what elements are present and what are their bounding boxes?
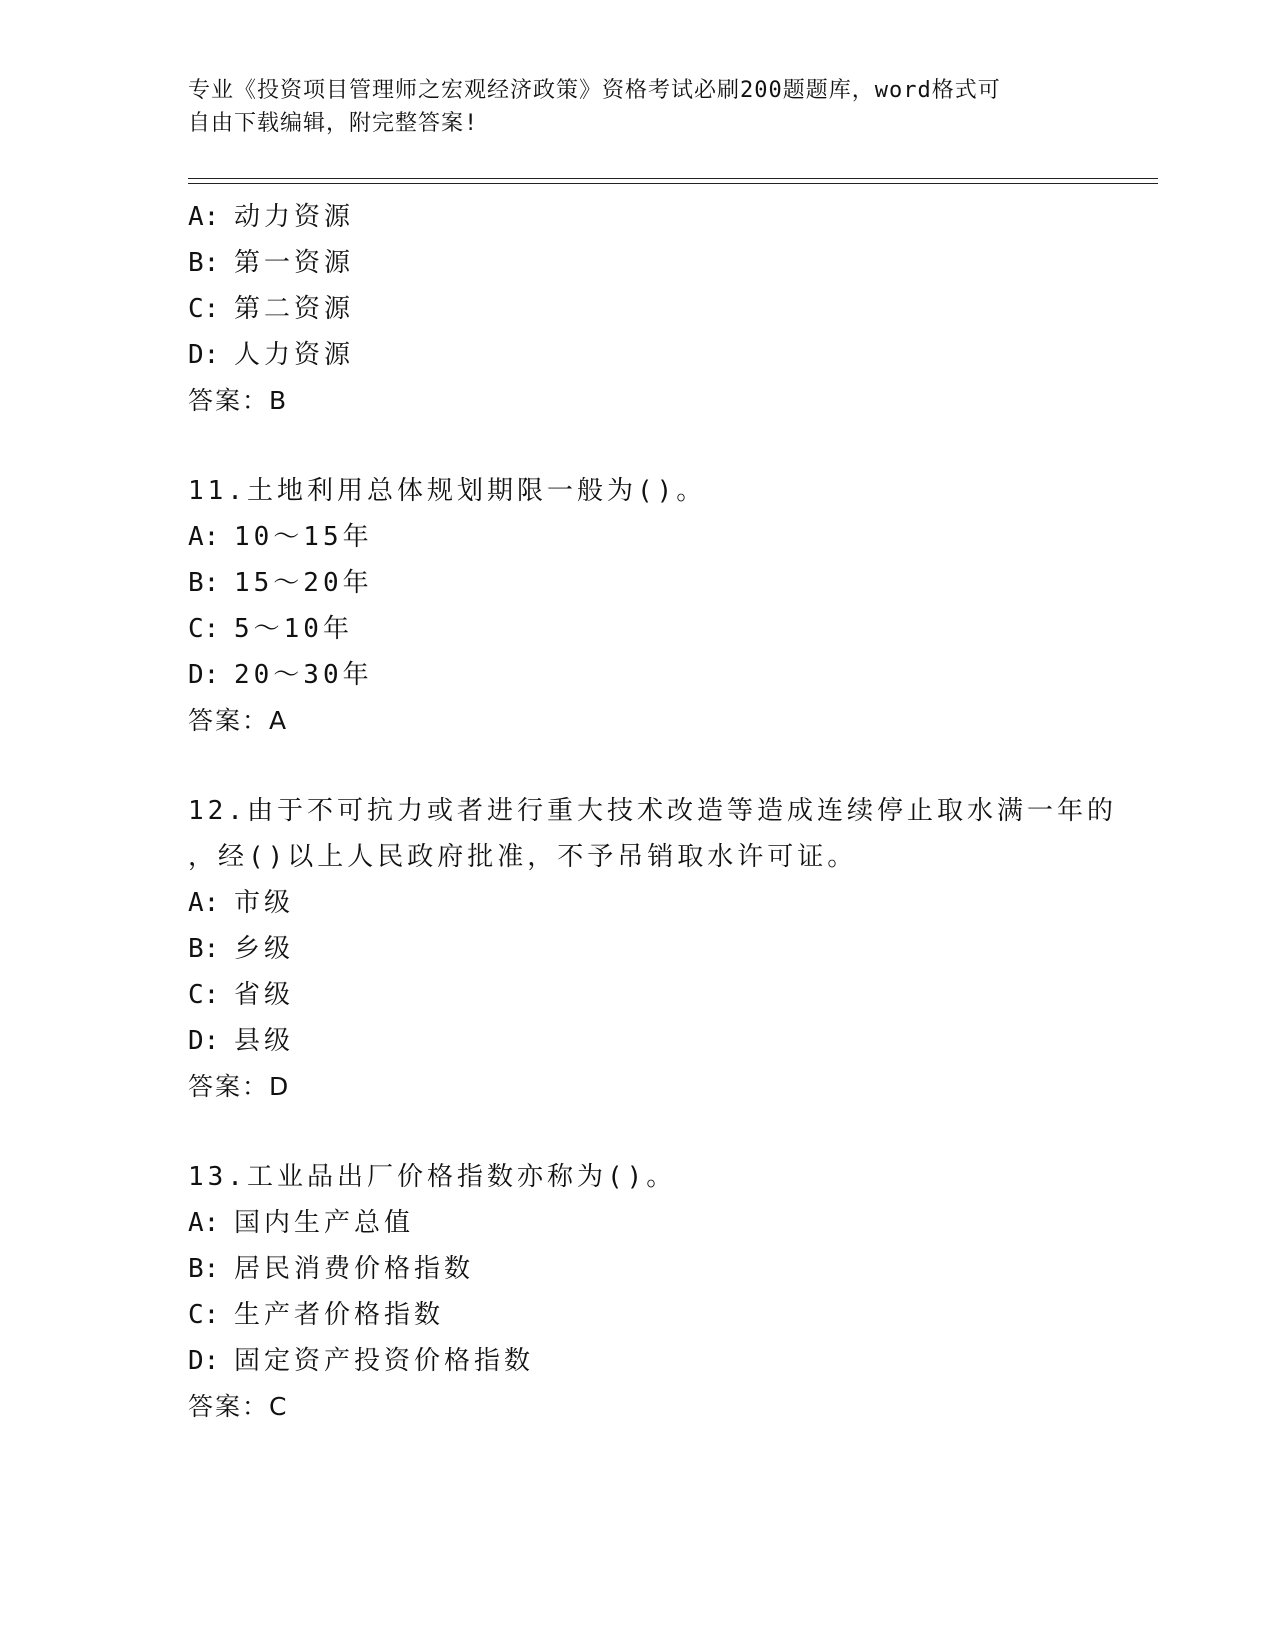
option-text: 生产者价格指数 (234, 1300, 445, 1330)
option-c (188, 606, 1158, 652)
option-text: 市级 (234, 888, 295, 918)
option-text: 10～15年 (234, 522, 373, 552)
option-text: 县级 (234, 1026, 295, 1056)
document-page (188, 74, 1158, 1430)
option-b (188, 560, 1158, 606)
spacer (188, 424, 1158, 468)
option-a (188, 514, 1158, 560)
option-c (188, 1292, 1158, 1338)
option-text: 15～20年 (234, 568, 373, 598)
question-11 (188, 468, 1158, 744)
option-text: 人力资源 (234, 340, 355, 370)
option-text: 第二资源 (234, 294, 355, 324)
header-divider (188, 178, 1158, 184)
option-b (188, 926, 1158, 972)
option-text: 20～30年 (234, 660, 373, 690)
question-12 (188, 788, 1158, 1110)
option-a (188, 880, 1158, 926)
option-label: D: (188, 1026, 220, 1056)
question-text-line-1: 12.由于不可抗力或者进行重大技术改造等造成连续停止取水满一年的 (188, 796, 1117, 826)
option-d (188, 652, 1158, 698)
option-label: A: (188, 888, 220, 918)
option-label: B: (188, 934, 220, 964)
question-text: 11.土地利用总体规划期限一般为()。 (188, 476, 707, 506)
option-label: D: (188, 340, 220, 370)
document-header (188, 74, 1158, 140)
question-13 (188, 1154, 1158, 1430)
option-label: B: (188, 248, 220, 278)
option-label: B: (188, 568, 220, 598)
option-text: 省级 (234, 980, 295, 1010)
option-label: C: (188, 614, 220, 644)
header-line-2: 自由下载编辑，附完整答案! (188, 111, 479, 136)
spacer (188, 1110, 1158, 1154)
option-label: D: (188, 660, 220, 690)
option-label: C: (188, 1300, 220, 1330)
answer: 答案：C (188, 1392, 289, 1421)
option-text: 乡级 (234, 934, 295, 964)
question-text: 13.工业品出厂价格指数亦称为()。 (188, 1162, 677, 1192)
option-text: 动力资源 (234, 202, 355, 232)
option-b (188, 240, 1158, 286)
answer: 答案：D (188, 1072, 291, 1101)
option-text: 5～10年 (234, 614, 353, 644)
option-a (188, 1200, 1158, 1246)
option-label: C: (188, 294, 220, 324)
option-label: A: (188, 1208, 220, 1238)
option-label: B: (188, 1254, 220, 1284)
option-label: C: (188, 980, 220, 1010)
option-d (188, 1018, 1158, 1064)
option-label: A: (188, 202, 220, 232)
option-a (188, 194, 1158, 240)
question-list (188, 194, 1158, 1430)
option-text: 第一资源 (234, 248, 355, 278)
spacer (188, 744, 1158, 788)
option-d (188, 1338, 1158, 1384)
option-label: A: (188, 522, 220, 552)
answer: 答案：B (188, 386, 289, 415)
answer: 答案：A (188, 706, 289, 735)
option-text: 居民消费价格指数 (234, 1254, 475, 1284)
question-10-options (188, 194, 1158, 424)
option-label: D: (188, 1346, 220, 1376)
option-text: 国内生产总值 (234, 1208, 415, 1238)
question-text-line-2: ，经()以上人民政府批准，不予吊销取水许可证。 (188, 842, 858, 872)
option-text: 固定资产投资价格指数 (234, 1346, 535, 1376)
option-b (188, 1246, 1158, 1292)
header-line-1: 专业《投资项目管理师之宏观经济政策》资格考试必刷200题题库，word格式可 (188, 78, 1001, 103)
option-c (188, 286, 1158, 332)
option-c (188, 972, 1158, 1018)
option-d (188, 332, 1158, 378)
